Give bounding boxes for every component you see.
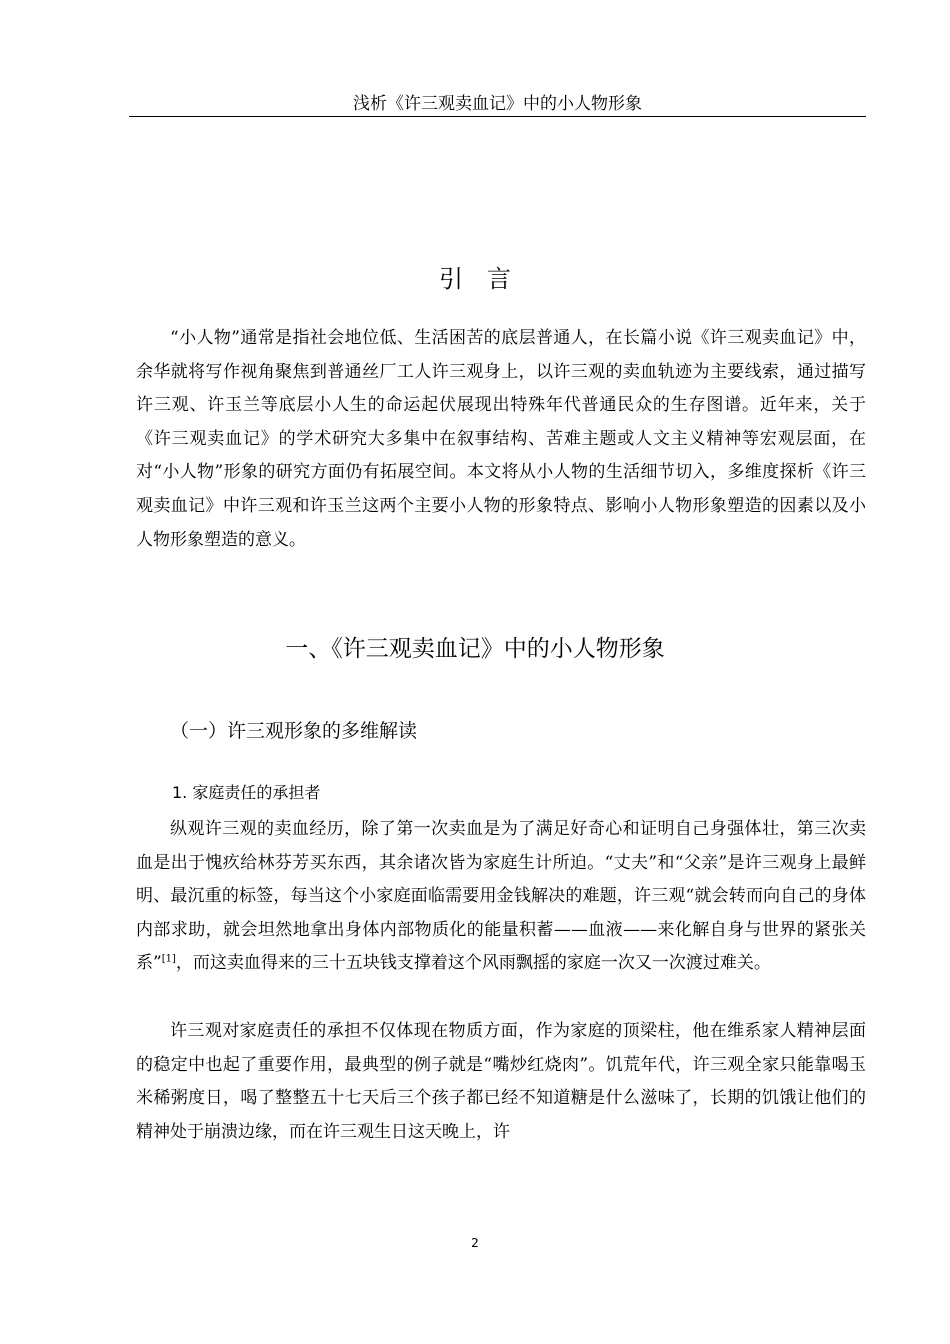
running-header: 浅析《许三观卖血记》中的小人物形象: [129, 92, 866, 117]
body-paragraph-2: 许三观对家庭责任的承担不仅体现在物质方面，作为家庭的顶梁柱，他在维系家人精神层面的稳定中也起了重要作用，最典型的例子就是“嘴炒红烧肉”。饥荒年代，许三观全家只能靠喝玉米稀粥度日，喝了整整五十七天后三个孩子都已经不知道糖是什么滋味了，长期的饥饿让他们的精神处于崩溃边缘，而在许三观生日这天晚上，许: [136, 1021, 866, 1142]
section-title: （一）许三观形象的多维解读: [170, 720, 418, 742]
citation-marker: [1]: [161, 953, 176, 965]
body-paragraph-1: [136, 813, 866, 981]
body-paragraph-1-text: 纵观许三观的卖血经历，除了第一次卖血是为了满足好奇心和证明自己身强体壮，第三次卖血是出于愧疚给林芬芳买东西，其余诸次皆为家庭生计所迫。“丈夫”和“父亲”是许三观身上最鲜明、最沉重的标签，每当这个小家庭面临需要用金钱解决的难题，许三观“就会转而向自己的身体内部求助，就会坦然地拿出身体内部物质化的能量积蓄——血液——来化解自身与世界的紧张关系”: [136, 819, 866, 974]
subsection-title: 1. 家庭责任的承担者: [172, 783, 321, 802]
page-number: 2: [471, 1236, 479, 1250]
body-paragraph-1-tail: ，而这卖血得来的三十五块钱支撑着这个风雨飘摇的家庭一次又一次渡过难关。: [175, 953, 771, 974]
chapter-title: 一、《许三观卖血记》中的小人物形象: [285, 636, 665, 662]
intro-paragraph: “小人物”通常是指社会地位低、生活困苦的底层普通人，在长篇小说《许三观卖血记》中，余华就将写作视角聚焦到普通丝厂工人许三观身上，以许三观的卖血轨迹为主要线索，通过描写许三观、许玉兰等底层小人生的命运起伏展现出特殊年代普通民众的生存图谱。近年来，关于《许三观卖血记》的学术研究大多集中在叙事结构、苦难主题或人文主义精神等宏观层面，在对“小人物”形象的研究方面仍有拓展空间。本文将从小人物的生活细节切入，多维度探析《许三观卖血记》中许三观和许玉兰这两个主要小人物的形象特点、影响小人物形象塑造的因素以及小人物形象塑造的意义。: [136, 328, 866, 550]
intro-title: 引言: [439, 265, 535, 293]
